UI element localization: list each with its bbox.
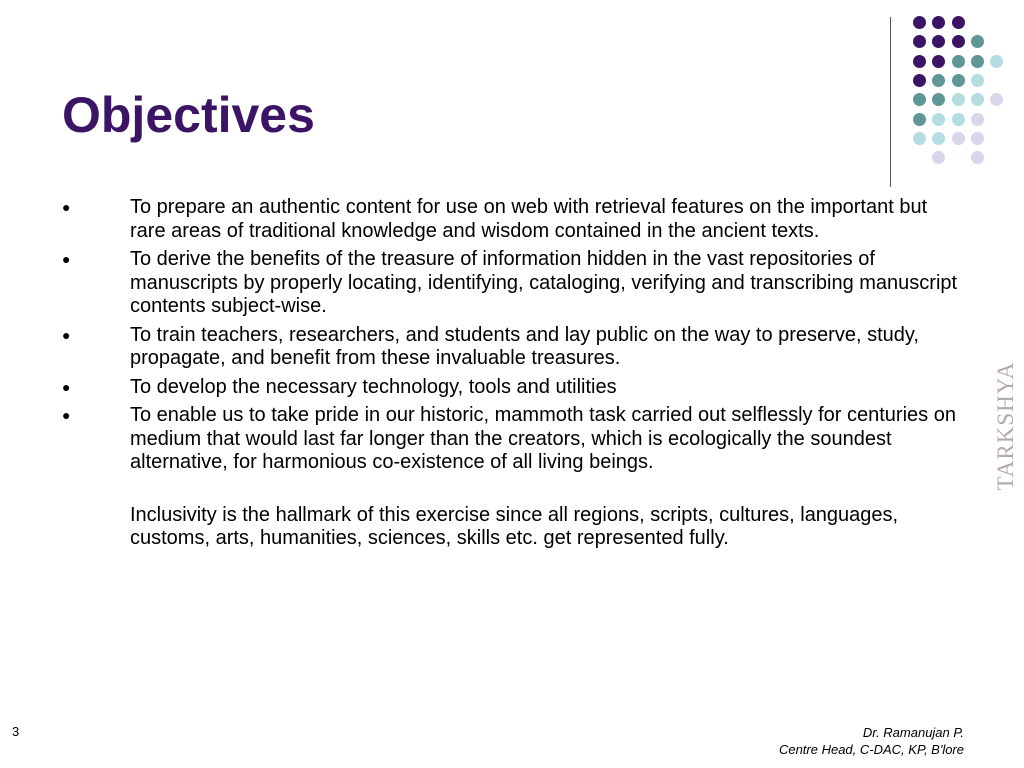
decorative-dot [913, 55, 926, 68]
footer-affiliation: Centre Head, C-DAC, KP, B'lore [778, 742, 964, 757]
decorative-dot [932, 132, 945, 145]
decorative-dot [971, 113, 984, 126]
decorative-dot [932, 35, 945, 48]
decorative-dot [913, 93, 926, 106]
bullet-icon: ● [62, 199, 71, 215]
decorative-dot [952, 16, 965, 29]
footer-credit [779, 724, 964, 758]
slide-title: Objectives [62, 87, 315, 143]
decorative-dot [971, 74, 984, 87]
decorative-dot [952, 55, 965, 68]
decorative-dot [932, 93, 945, 106]
decorative-dot [913, 113, 926, 126]
decorative-dot [952, 35, 965, 48]
decorative-dot [990, 93, 1003, 106]
decorative-dot [952, 74, 965, 87]
side-watermark-text: TARKSHYA [993, 361, 1018, 491]
objectives-list [62, 196, 967, 475]
bullet-icon: ● [62, 378, 71, 395]
list-item [62, 404, 967, 475]
list-item [62, 196, 967, 243]
decorative-dot [971, 35, 984, 48]
list-item [62, 324, 967, 371]
decorative-dot [932, 151, 945, 164]
decorative-divider-line [890, 17, 891, 187]
decorative-dot [932, 16, 945, 29]
list-item [62, 248, 967, 319]
slide-content [62, 196, 967, 571]
decorative-dot [971, 93, 984, 106]
decorative-dot [952, 93, 965, 106]
decorative-dot [932, 55, 945, 68]
bullet-icon: ● [62, 326, 71, 343]
decorative-dot [913, 16, 926, 29]
bullet-text: To train teachers, researchers, and students and lay public on the way to preserve, study, propagate, and benefit from these invaluable treasures. [130, 323, 919, 369]
bullet-text: To prepare an authentic content for use on web with retrieval features on the important but rare areas of traditional knowledge and wisdom contained in the ancient texts. [130, 196, 928, 242]
decorative-dot [971, 151, 984, 164]
bullet-text: To enable us to take pride in our historic, mammoth task carried out selflessly for centuries on medium that would last far longer than the creators, which is ecologically the soundest alternative, for harmonious co-existence of all living beings. [130, 404, 956, 473]
decorative-dot [990, 55, 1003, 68]
decorative-dot [932, 74, 945, 87]
decorative-dot [952, 113, 965, 126]
decorative-dot [952, 132, 965, 145]
bullet-icon: ● [62, 251, 71, 267]
decorative-dot [913, 74, 926, 87]
decorative-dot [913, 132, 926, 145]
list-item [62, 376, 967, 400]
decorative-dot [913, 35, 926, 48]
footer-author: Dr. Ramanujan P. [862, 725, 964, 740]
page-number: 3 [12, 724, 20, 739]
bullet-icon: ● [62, 407, 71, 423]
bullet-text: To develop the necessary technology, tools and utilities [130, 375, 617, 398]
decorative-dot [971, 55, 984, 68]
bullet-text: To derive the benefits of the treasure of information hidden in the vast repositories of manuscripts by properly locating, identifying, cataloging, verifying and transcribing manuscript contents subject-wise. [130, 248, 958, 317]
decorative-dot-grid [0, 0, 1024, 170]
decorative-dot [932, 113, 945, 126]
closing-paragraph: Inclusivity is the hallmark of this exercise since all regions, scripts, cultures, languages, customs, arts, humanities, sciences, skills etc. get represented fully. [130, 503, 899, 549]
decorative-dot [971, 132, 984, 145]
